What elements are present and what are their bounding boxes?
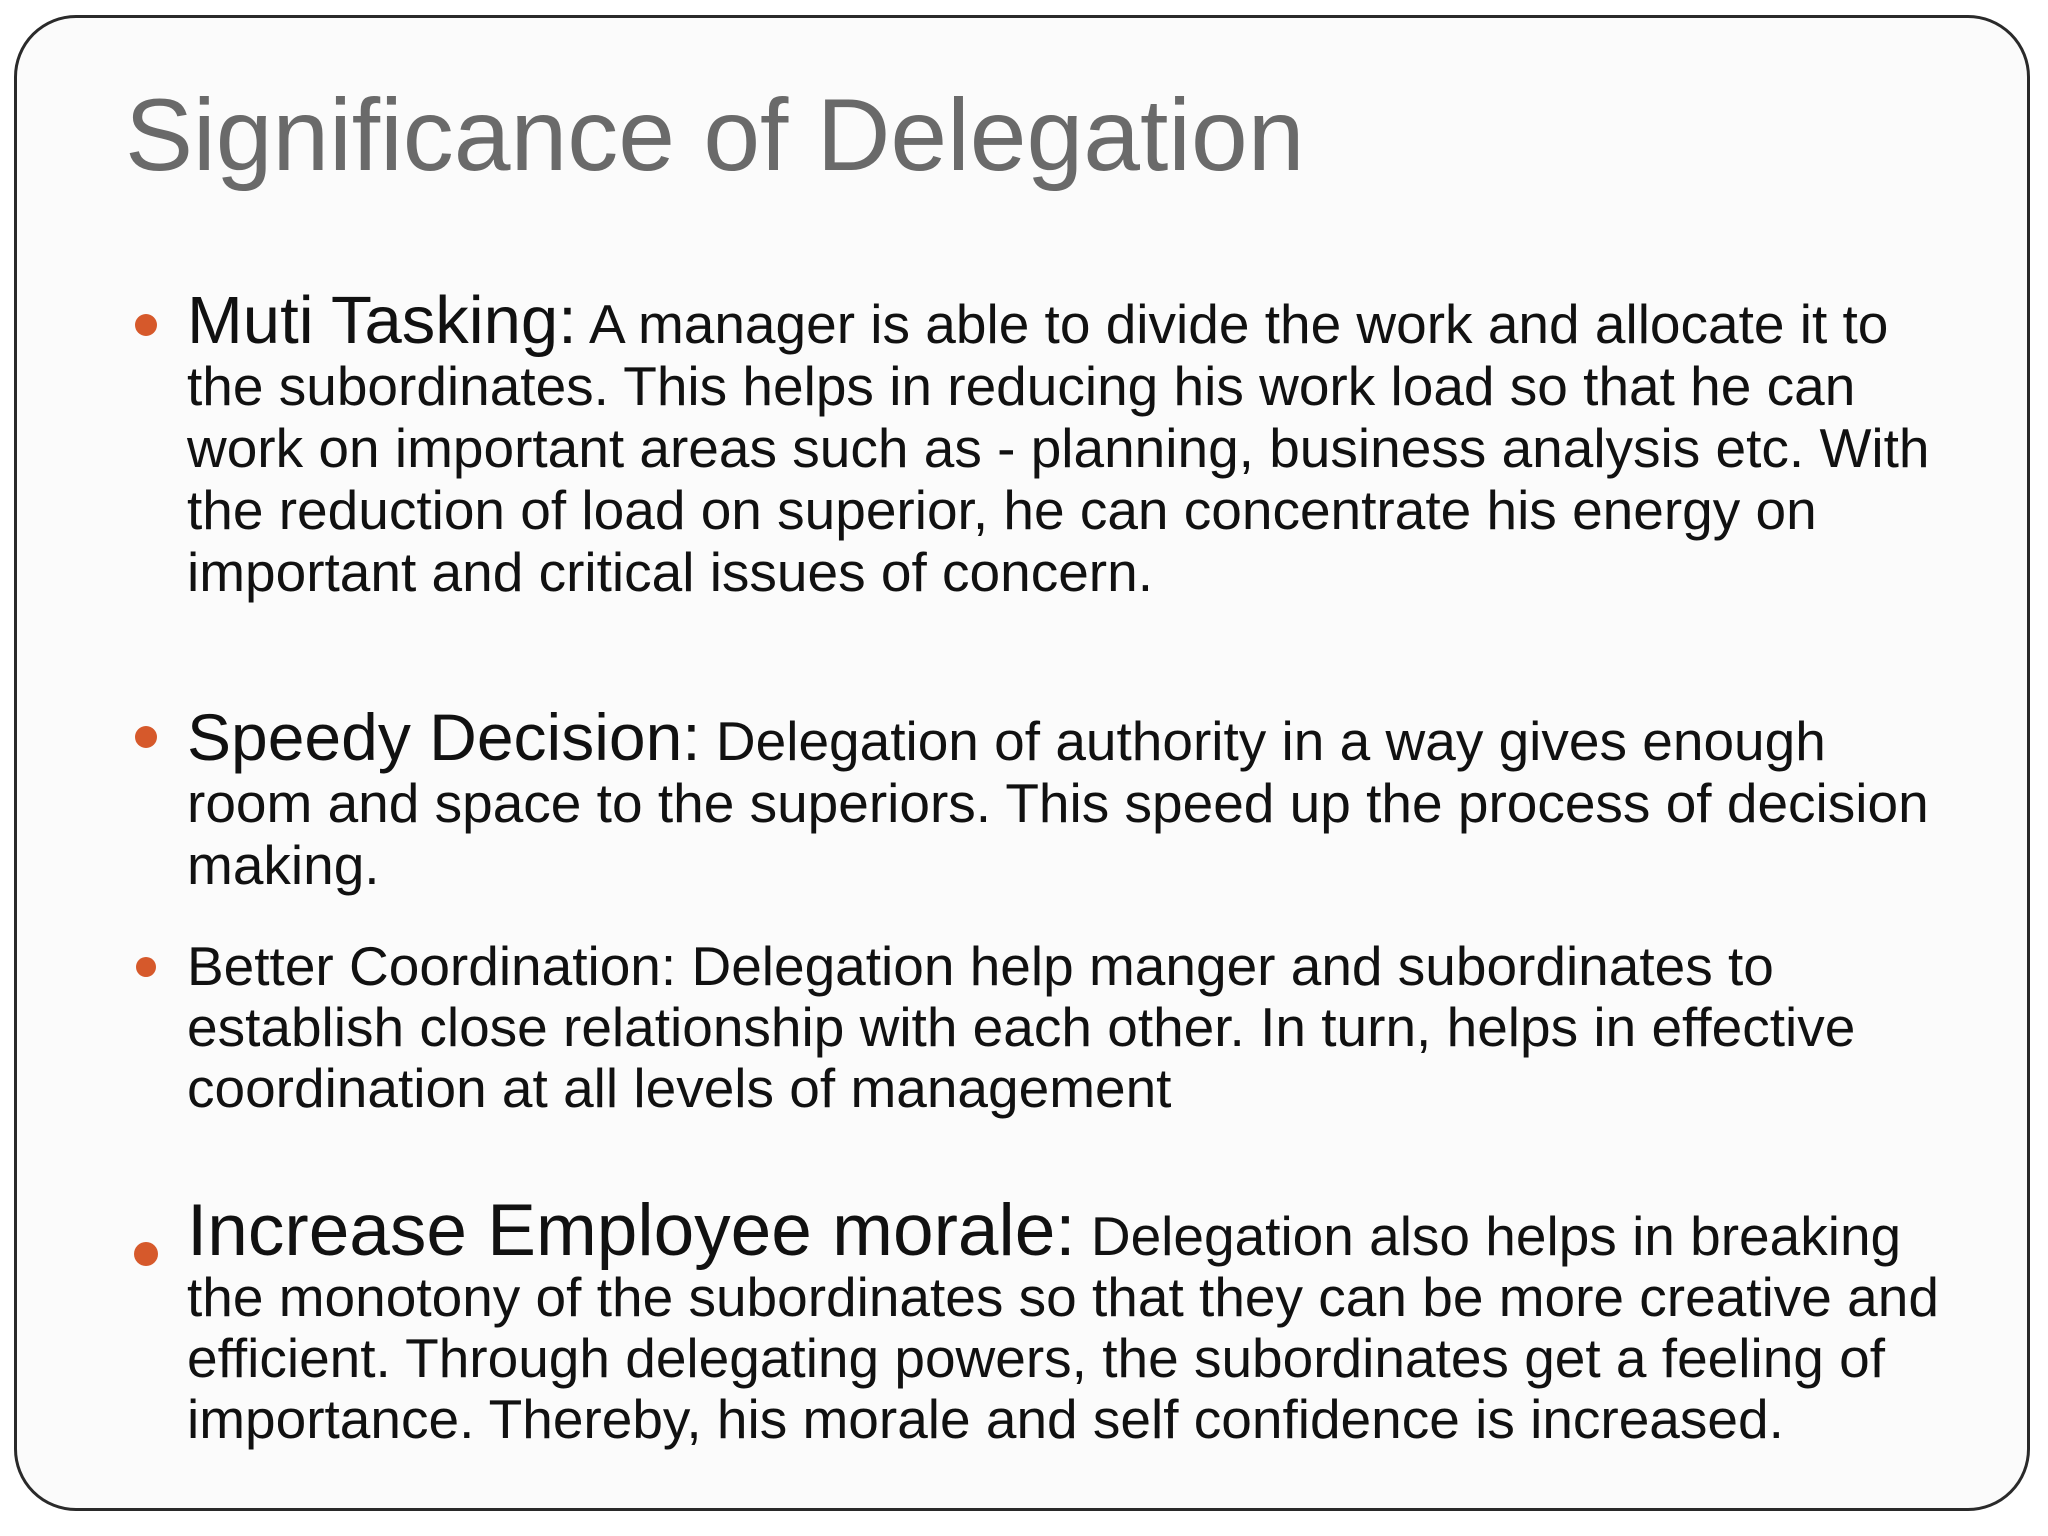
bullet-dot-icon xyxy=(134,1242,158,1266)
bullet-term: Speedy Decision: xyxy=(187,700,701,774)
bullet-text: Delegation help manger and subordinates to establish close relationship with each other. In turn, helps in effective coordination at all levels of management xyxy=(187,935,1856,1119)
bullet-item-speedy-decision xyxy=(187,700,1947,896)
bullet-term: Better Coordination: xyxy=(187,935,677,997)
slide-title: Significance of Delegation xyxy=(125,78,1305,192)
bullet-term: Muti Tasking: xyxy=(187,283,577,358)
bullet-item-employee-morale xyxy=(187,1190,1947,1450)
bullet-text: Delegation also helps in breaking the monotony of the subordinates so that they can be more creative and efficient. Through delegating powers, the subordinates get a feeling of importance. Thereby, his morale and self confidence is increased. xyxy=(187,1205,1939,1450)
slide-frame xyxy=(14,15,2030,1511)
bullet-term: Increase Employee morale: xyxy=(187,1190,1076,1271)
bullet-item-better-coordination xyxy=(187,936,1947,1119)
bullet-dot-icon xyxy=(135,726,157,748)
bullet-dot-icon xyxy=(135,314,157,336)
bullet-dot-icon xyxy=(136,957,156,977)
bullet-item-multi-tasking xyxy=(187,283,1947,603)
bullet-text: A manager is able to divide the work and allocate it to the subordinates. This helps in reducing his work load so that he can work on important areas such as - planning, business analysis etc. With the reduction of load on superior, he can concentrate his energy on important and critical issues of concern. xyxy=(187,293,1930,603)
bullet-text: Delegation of authority in a way gives enough room and space to the superiors. This speed up the process of decision making. xyxy=(187,710,1929,896)
